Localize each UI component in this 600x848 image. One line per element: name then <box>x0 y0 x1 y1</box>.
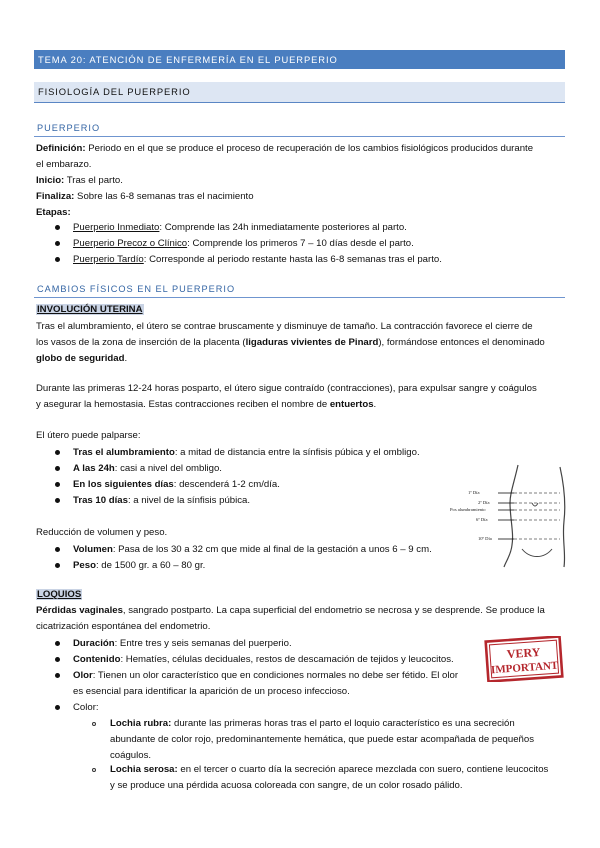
etapa-item: Puerperio Tardío: Corresponde al periodo restante hasta las 6-8 semanas tras el parto. <box>73 254 442 265</box>
sub-bullet-icon <box>92 768 96 772</box>
bullet-icon <box>55 482 60 487</box>
loquios-item: Contenido: Hematíes, células deciduales, restos de descamación de tejidos y leucocitos. <box>73 654 454 665</box>
figure-label: 6º Día <box>476 517 488 522</box>
figure-label: 10º Día <box>478 536 492 541</box>
involucion-text-4: Durante las primeras 12-24 horas posparto, el útero sigue contraído (contracciones), para expulsar sangre y coágulos <box>36 383 537 394</box>
involucion-heading: INVOLUCIÓN UTERINA <box>37 304 143 315</box>
bullet-icon <box>55 498 60 503</box>
loquios-item: Olor: Tienen un olor característico que en condiciones normales no debe ser fétido. El olor <box>73 670 459 681</box>
figure-label: 1º Día <box>468 490 480 495</box>
olor-line-2: es esencial para identificar la aparición de un proceso infeccioso. <box>73 686 350 697</box>
bullet-icon <box>55 450 60 455</box>
palpar-item: En los siguientes días: descenderá 1-2 cm/día. <box>73 479 280 490</box>
figure-label: Pos alumbramiento <box>450 507 486 512</box>
lochia-serosa-line-2: y se produce una pérdida acuosa coloreada con sangre, de un color rosado pálido. <box>110 780 463 791</box>
loquios-heading: LOQUIOS <box>37 589 82 600</box>
topic-banner: TEMA 20: ATENCIÓN DE ENFERMERÍA EN EL PUERPERIO <box>34 50 565 69</box>
etapa-item: Puerperio Precoz o Clínico: Comprende los primeros 7 – 10 días desde el parto. <box>73 238 414 249</box>
bullet-icon <box>55 563 60 568</box>
bullet-icon <box>55 547 60 552</box>
loquios-item: Color: <box>73 702 99 713</box>
involucion-text-2: los vasos de la zona de inserción de la placenta (ligaduras vivientes de Pinard), formándose entonces el denominado <box>36 337 545 348</box>
involucion-text-5: y asegurar la hemostasia. Estas contracciones reciben el nombre de entuertos. <box>36 399 377 410</box>
uterine-involution-figure <box>448 463 568 568</box>
palpar-item: A las 24h: casi a nivel del ombligo. <box>73 463 222 474</box>
reduccion-item: Volumen: Pasa de los 30 a 32 cm que mide al final de la gestación a unos 6 – 9 cm. <box>73 544 432 555</box>
bullet-icon <box>55 257 60 262</box>
figure-label: 2º Día <box>478 500 490 505</box>
loquios-text-1: Pérdidas vaginales, sangrado postparto. La capa superficial del endometrio se necrosa y se desprende. Se produce la <box>36 605 545 616</box>
palpar-item: Tras 10 días: a nivel de la sínfisis púbica. <box>73 495 251 506</box>
bullet-icon <box>55 641 60 646</box>
stamp-text: VERY <box>506 644 541 662</box>
loquios-item: Duración: Entre tres y seis semanas del puerperio. <box>73 638 292 649</box>
definition-line-1: Definición: Periodo en el que se produce el proceso de recuperación de los cambios fisiológicos producidos durante <box>36 143 534 154</box>
inicio-line: Inicio: Tras el parto. <box>36 175 123 186</box>
involucion-text-1: Tras el alumbramiento, el útero se contrae bruscamente y disminuye de tamaño. La contracción favorece el cierre de <box>36 321 533 332</box>
etapa-item: Puerperio Inmediato: Comprende las 24h inmediatamente posteriores al parto. <box>73 222 407 233</box>
bullet-icon <box>55 673 60 678</box>
finaliza-line: Finaliza: Sobre las 6-8 semanas tras el nacimiento <box>36 191 254 202</box>
palpar-intro: El útero puede palparse: <box>36 430 141 441</box>
very-important-stamp-icon <box>484 636 564 682</box>
bullet-icon <box>55 466 60 471</box>
loquios-text-2: cicatrización espontánea del endometrio. <box>36 621 211 632</box>
bullet-icon <box>55 241 60 246</box>
etapas-label: Etapas: <box>36 207 71 218</box>
palpar-item: Tras el alumbramiento: a mitad de distancia entre la sínfisis púbica y el ombligo. <box>73 447 420 458</box>
lochia-rubra-line-2: abundante de color rojo, predominantemente hemática, que puede estar acompañada de pequeños <box>110 734 535 745</box>
reduccion-item: Peso: de 1500 gr. a 60 – 80 gr. <box>73 560 206 571</box>
sub-bullet-icon <box>92 722 96 726</box>
definition-line-2: el embarazo. <box>36 159 92 170</box>
bullet-icon <box>55 705 60 710</box>
reduccion-intro: Reducción de volumen y peso. <box>36 527 168 538</box>
subtopic-banner: FISIOLOGÍA DEL PUERPERIO <box>34 82 565 103</box>
bullet-icon <box>55 225 60 230</box>
involucion-text-3: globo de seguridad. <box>36 353 128 364</box>
stamp-text: IMPORTANT <box>490 659 559 677</box>
bullet-icon <box>55 657 60 662</box>
lochia-rubra-line-3: coágulos. <box>110 750 152 761</box>
lochia-serosa-line-1: Lochia serosa: en el tercer o cuarto día la secreción aparece mezclada con suero, contiene leucocitos <box>110 764 549 775</box>
section-title-cambios: CAMBIOS FÍSICOS EN EL PUERPERIO <box>34 282 565 298</box>
lochia-rubra-line-1: Lochia rubra: durante las primeras horas tras el parto el loquio característico es una secreción <box>110 718 515 729</box>
section-title-puerperio: PUERPERIO <box>34 121 565 137</box>
